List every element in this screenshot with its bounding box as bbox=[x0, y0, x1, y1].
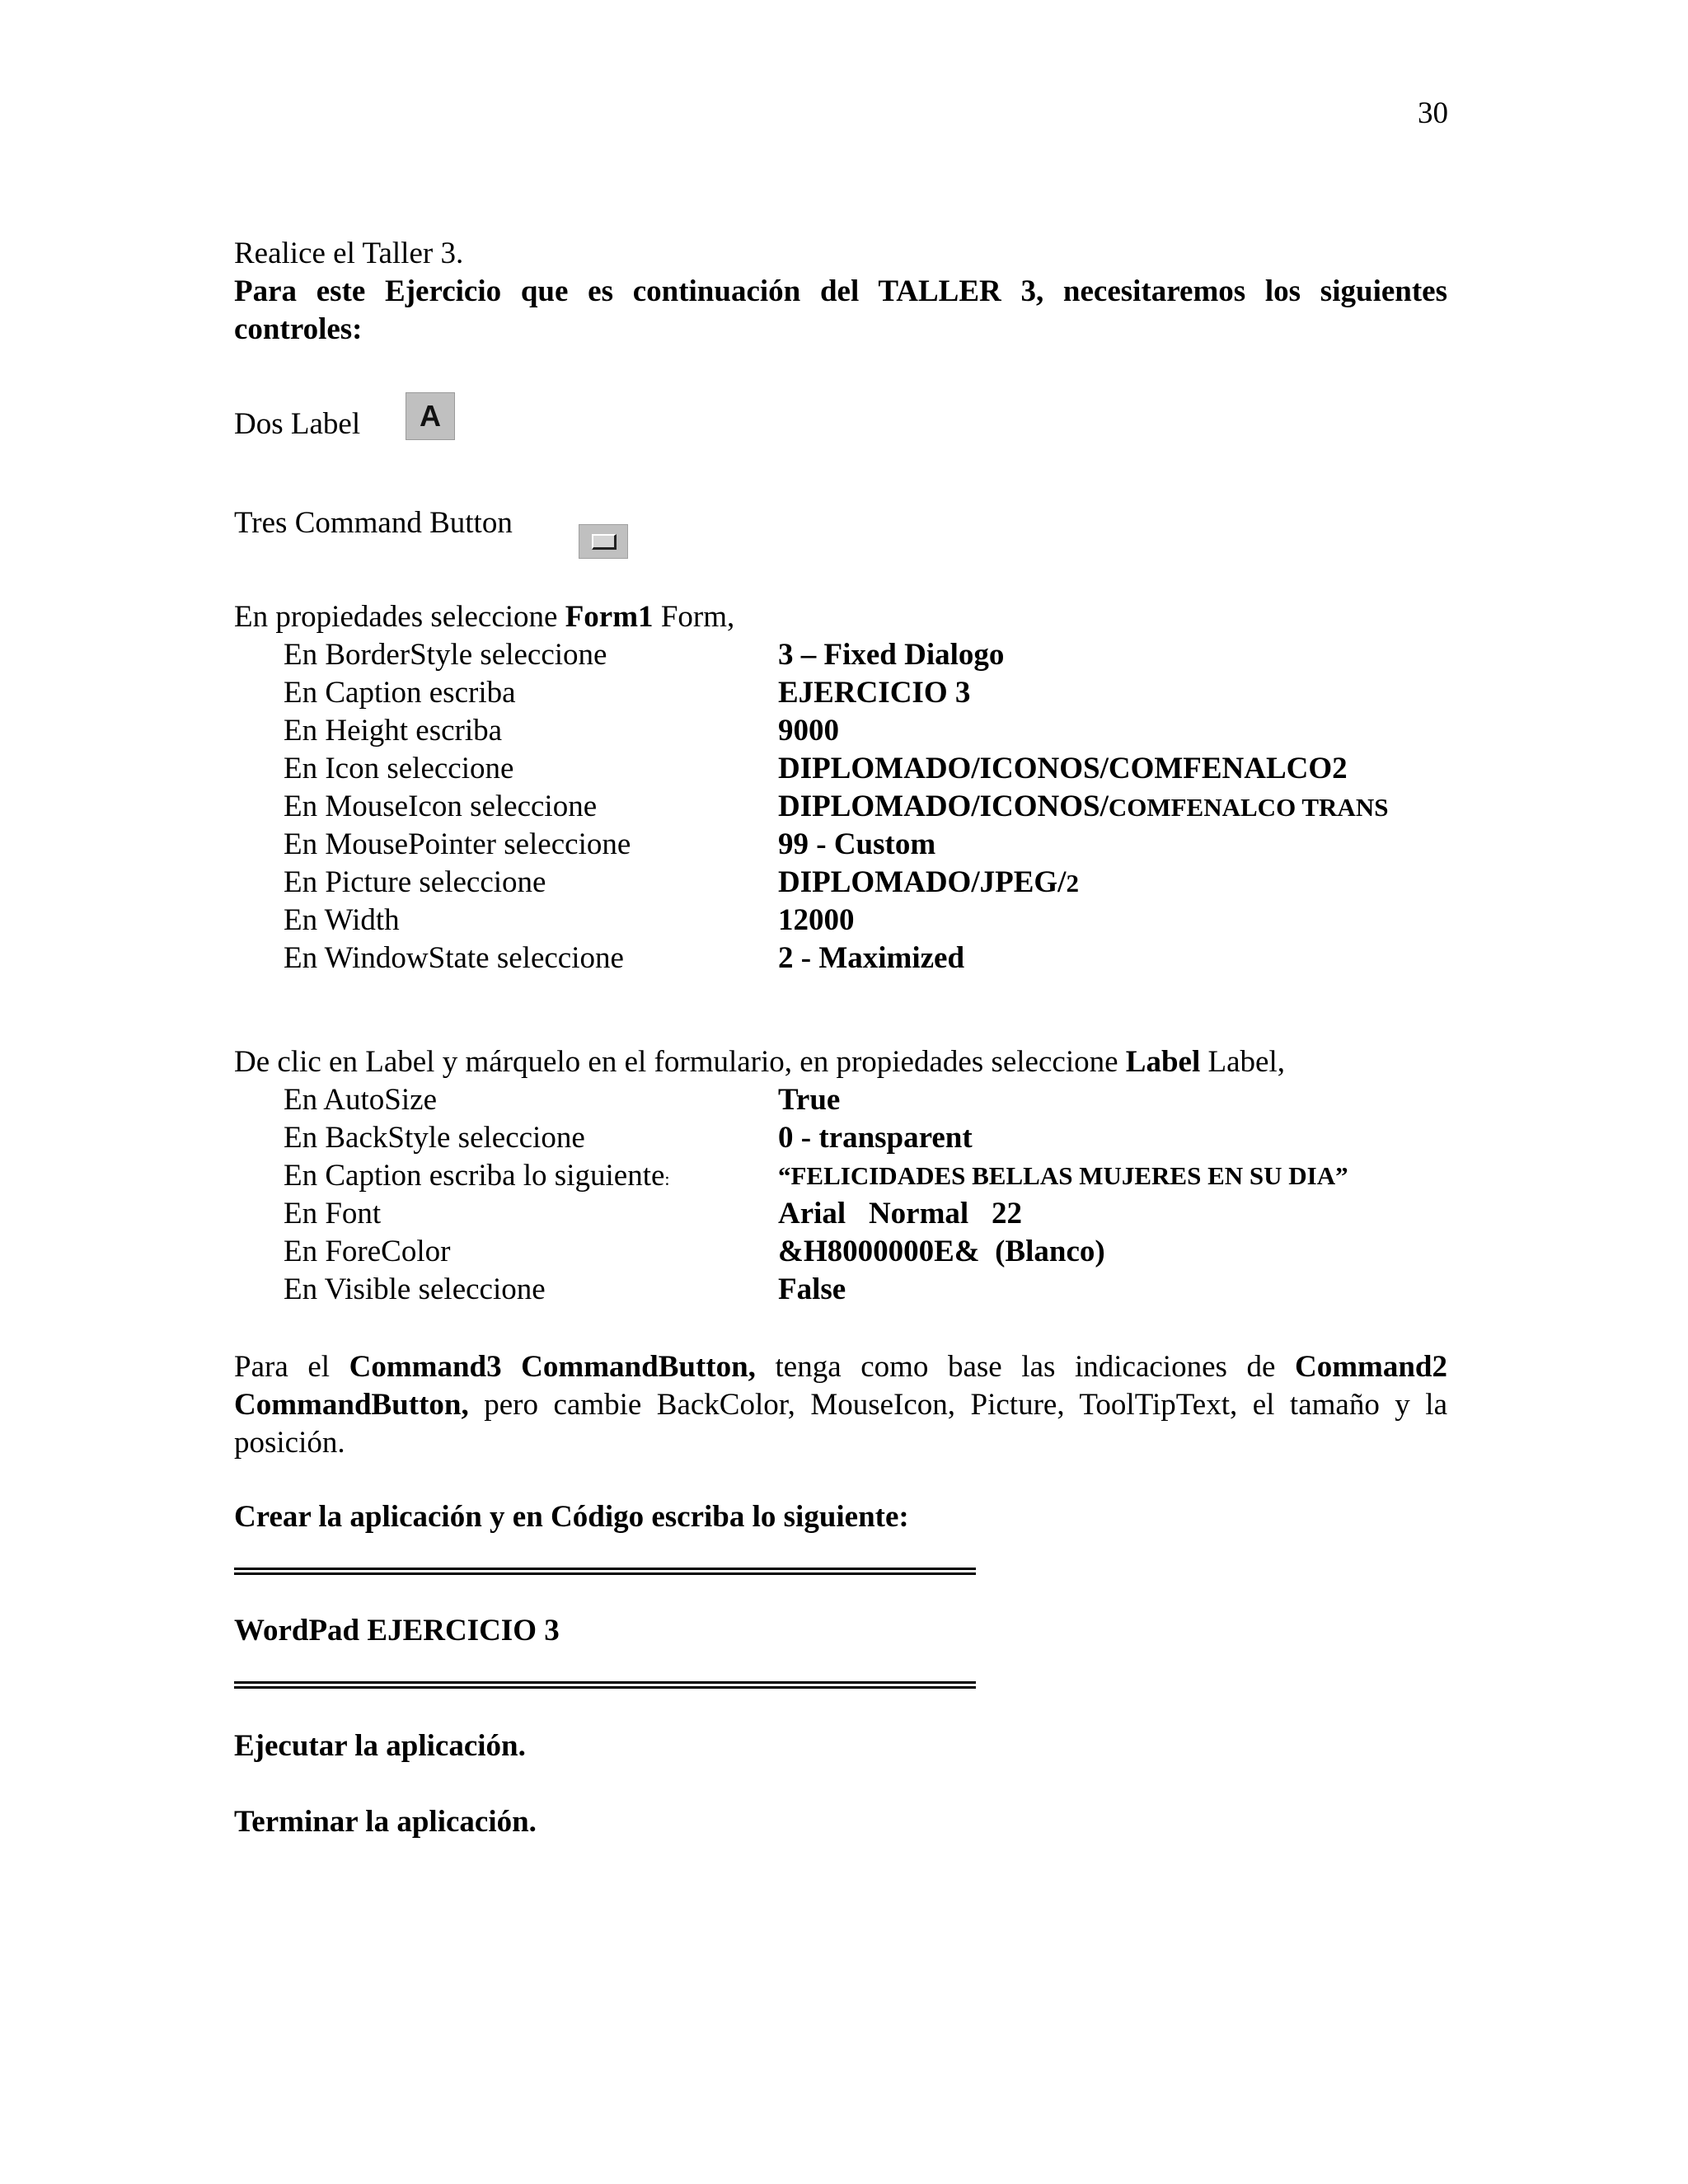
prop-name: En AutoSize bbox=[284, 1083, 438, 1117]
form-prop-row bbox=[284, 940, 1454, 977]
prop-value: 12000 bbox=[778, 903, 855, 937]
prop-name: En Caption escriba lo siguiente: bbox=[284, 1159, 670, 1193]
prop-name: En ForeColor bbox=[284, 1235, 451, 1268]
prop-value: Arial Normal 22 bbox=[778, 1197, 1022, 1230]
form-prop-row bbox=[284, 902, 1454, 940]
command3-paragraph: Para el Command3 CommandButton, tenga como base las indicaciones de Command2 CommandButton, pero cambie BackColor, MouseIcon, Picture, ToolTipText, el tamaño y la posición. bbox=[234, 1350, 1447, 1460]
prop-value: 99 - Custom bbox=[778, 827, 936, 861]
prop-name: En BackStyle seleccione bbox=[284, 1121, 585, 1155]
label-prop-row bbox=[284, 1157, 1454, 1195]
prop-value: True bbox=[778, 1083, 841, 1117]
crear-aplicacion-heading: Crear la aplicación y en Código escriba lo siguiente: bbox=[234, 1500, 909, 1534]
ejecutar-aplicacion-heading: Ejecutar la aplicación. bbox=[234, 1729, 526, 1763]
label-section-intro: De clic en Label y márquelo en el formulario, en propiedades seleccione Label Label, bbox=[234, 1045, 1285, 1079]
form-prop-row bbox=[284, 788, 1454, 826]
prop-value: 3 – Fixed Dialogo bbox=[778, 638, 1005, 672]
prop-value: EJERCICIO 3 bbox=[778, 676, 971, 710]
form-section-intro: En propiedades seleccione Form1 Form, bbox=[234, 600, 735, 634]
prop-name: En Width bbox=[284, 903, 400, 937]
label-prop-row bbox=[284, 1233, 1454, 1271]
prop-value: DIPLOMADO/ICONOS/COMFENALCO2 bbox=[778, 752, 1348, 785]
prop-name: En MouseIcon seleccione bbox=[284, 790, 598, 823]
label-prop-row bbox=[284, 1195, 1454, 1233]
double-rule-divider bbox=[234, 1681, 976, 1689]
form-prop-row bbox=[284, 864, 1454, 902]
form-prop-row bbox=[284, 750, 1454, 788]
prop-value: &H8000000E& (Blanco) bbox=[778, 1235, 1105, 1268]
terminar-aplicacion-heading: Terminar la aplicación. bbox=[234, 1805, 537, 1839]
prop-value: 2 - Maximized bbox=[778, 941, 965, 975]
prop-value: DIPLOMADO/ICONOS/COMFENALCO TRANS bbox=[778, 790, 1389, 823]
prop-name: En Icon seleccione bbox=[284, 752, 514, 785]
prop-name: En BorderStyle seleccione bbox=[284, 638, 607, 672]
prop-value: DIPLOMADO/JPEG/2 bbox=[778, 865, 1079, 899]
prop-value: 9000 bbox=[778, 714, 839, 748]
double-rule-divider bbox=[234, 1568, 976, 1575]
intro-bold-text: Para este Ejercicio que es continuación del TALLER 3, necesitaremos los siguientes controles: bbox=[234, 274, 1447, 346]
intro-line: Realice el Taller 3. bbox=[234, 237, 464, 270]
form1-name: Form1 bbox=[565, 600, 654, 634]
prop-name: En WindowState seleccione bbox=[284, 941, 624, 975]
label-prop-row bbox=[284, 1081, 1454, 1119]
wordpad-ejercicio-heading: WordPad EJERCICIO 3 bbox=[234, 1614, 560, 1647]
page-number: 30 bbox=[1418, 96, 1448, 130]
form-prop-row bbox=[284, 712, 1454, 750]
prop-name: En Visible seleccione bbox=[284, 1272, 546, 1306]
dos-label-text: Dos Label bbox=[234, 407, 361, 441]
form-prop-row bbox=[284, 826, 1454, 864]
prop-name: En Picture seleccione bbox=[284, 865, 546, 899]
prop-value: 0 - transparent bbox=[778, 1121, 973, 1155]
label-control-icon: A bbox=[406, 392, 455, 440]
prop-name: En Height escriba bbox=[284, 714, 503, 748]
prop-value: “FELICIDADES BELLAS MUJERES EN SU DIA” bbox=[778, 1161, 1348, 1190]
prop-name: En MousePointer seleccione bbox=[284, 827, 631, 861]
label-prop-row bbox=[284, 1271, 1454, 1309]
tres-command-button-text: Tres Command Button bbox=[234, 506, 513, 540]
form-prop-row bbox=[284, 674, 1454, 712]
prop-value: False bbox=[778, 1272, 846, 1306]
label-name: Label bbox=[1125, 1045, 1201, 1079]
prop-name: En Font bbox=[284, 1197, 382, 1230]
prop-name: En Caption escriba bbox=[284, 676, 516, 710]
form-prop-row bbox=[284, 636, 1454, 674]
label-prop-row bbox=[284, 1119, 1454, 1157]
command-button-icon bbox=[579, 524, 628, 559]
